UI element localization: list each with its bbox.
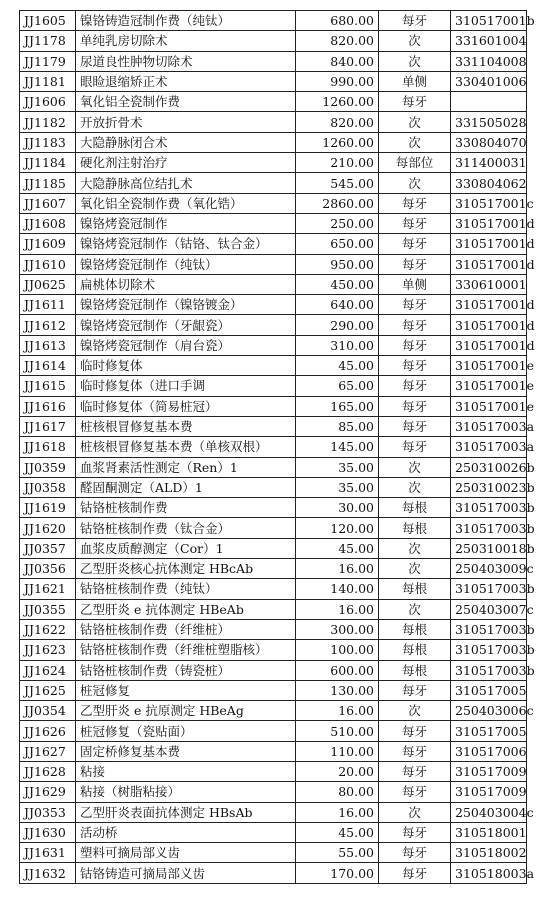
- table-row: [20, 457, 527, 477]
- item-name-cell: 大隐静脉闭合术: [76, 132, 296, 152]
- item-price-cell: 140.00: [296, 579, 379, 599]
- item-code-cell: JJ1626: [20, 721, 76, 741]
- item-name-cell: 单纯乳房切除术: [76, 31, 296, 51]
- item-reference-code-cell: 330804062: [451, 173, 527, 193]
- item-code-cell: JJ1613: [20, 335, 76, 355]
- item-code-cell: JJ1619: [20, 498, 76, 518]
- item-unit-cell: 次: [379, 173, 451, 193]
- item-code-cell: JJ1620: [20, 518, 76, 538]
- table-row: [20, 315, 527, 335]
- item-name-cell: 粘接（树脂粘接）: [76, 782, 296, 802]
- item-reference-code-cell: 310518001: [451, 822, 527, 842]
- table-row: [20, 193, 527, 213]
- item-code-cell: JJ1605: [20, 11, 76, 31]
- item-code-cell: JJ1611: [20, 295, 76, 315]
- item-name-cell: 临时修复体（进口手调: [76, 376, 296, 396]
- item-unit-cell: 每牙: [379, 315, 451, 335]
- item-code-cell: JJ1624: [20, 660, 76, 680]
- table-row: [20, 356, 527, 376]
- item-unit-cell: 每牙: [379, 822, 451, 842]
- item-price-cell: 990.00: [296, 71, 379, 91]
- table-row: [20, 477, 527, 497]
- table-row: [20, 660, 527, 680]
- item-unit-cell: 每牙: [379, 680, 451, 700]
- item-unit-cell: 次: [379, 112, 451, 132]
- table-row: [20, 498, 527, 518]
- item-price-cell: 300.00: [296, 619, 379, 639]
- item-reference-code-cell: 331505028: [451, 112, 527, 132]
- item-name-cell: 活动桥: [76, 822, 296, 842]
- item-price-cell: 210.00: [296, 153, 379, 173]
- item-unit-cell: 次: [379, 701, 451, 721]
- item-price-cell: 450.00: [296, 274, 379, 294]
- item-price-cell: 170.00: [296, 863, 379, 883]
- item-name-cell: 桩核根冒修复基本费: [76, 416, 296, 436]
- item-name-cell: 镍铬烤瓷冠制作（牙龈瓷）: [76, 315, 296, 335]
- item-name-cell: 氧化铝全瓷制作费: [76, 92, 296, 112]
- item-reference-code-cell: 250310026b: [451, 457, 527, 477]
- item-unit-cell: 每根: [379, 640, 451, 660]
- table-row: [20, 822, 527, 842]
- item-unit-cell: 每牙: [379, 193, 451, 213]
- item-reference-code-cell: 250310023b: [451, 477, 527, 497]
- item-price-cell: 680.00: [296, 11, 379, 31]
- item-code-cell: JJ1617: [20, 416, 76, 436]
- item-name-cell: 镍铬烤瓷冠制作（纯钛）: [76, 254, 296, 274]
- item-reference-code-cell: 310517003b: [451, 619, 527, 639]
- item-unit-cell: 次: [379, 132, 451, 152]
- item-price-cell: 85.00: [296, 416, 379, 436]
- item-price-cell: 2860.00: [296, 193, 379, 213]
- item-reference-code-cell: 310517003b: [451, 498, 527, 518]
- item-unit-cell: 每牙: [379, 416, 451, 436]
- item-unit-cell: 每牙: [379, 782, 451, 802]
- item-name-cell: 眼睑退缩矫正术: [76, 71, 296, 91]
- item-name-cell: 大隐静脉高位结扎术: [76, 173, 296, 193]
- item-unit-cell: 每牙: [379, 92, 451, 112]
- item-price-cell: 55.00: [296, 843, 379, 863]
- item-name-cell: 钴铬桩核制作费: [76, 498, 296, 518]
- item-name-cell: 醛固酮测定（ALD）1: [76, 477, 296, 497]
- table-row: [20, 112, 527, 132]
- item-name-cell: 镍铬烤瓷冠制作（肩台瓷）: [76, 335, 296, 355]
- item-reference-code-cell: 310517005: [451, 680, 527, 700]
- item-code-cell: JJ1623: [20, 640, 76, 660]
- table-row: [20, 437, 527, 457]
- item-code-cell: JJ1181: [20, 71, 76, 91]
- item-name-cell: 桩核根冒修复基本费（单核双根）: [76, 437, 296, 457]
- item-reference-code-cell: 310517001c: [451, 193, 527, 213]
- table-row: [20, 335, 527, 355]
- item-unit-cell: 每牙: [379, 721, 451, 741]
- item-reference-code-cell: 310517003b: [451, 660, 527, 680]
- item-unit-cell: 每牙: [379, 11, 451, 31]
- item-unit-cell: 每根: [379, 660, 451, 680]
- item-name-cell: 钴铬桩核制作费（钛合金）: [76, 518, 296, 538]
- table-row: [20, 559, 527, 579]
- item-unit-cell: 每牙: [379, 761, 451, 781]
- item-code-cell: JJ1185: [20, 173, 76, 193]
- item-code-cell: JJ1608: [20, 213, 76, 233]
- item-price-cell: 16.00: [296, 701, 379, 721]
- item-reference-code-cell: 310518003a: [451, 863, 527, 883]
- item-price-cell: 120.00: [296, 518, 379, 538]
- item-unit-cell: 单侧: [379, 71, 451, 91]
- item-unit-cell: 每牙: [379, 356, 451, 376]
- table-row: [20, 213, 527, 233]
- item-price-cell: 45.00: [296, 538, 379, 558]
- item-code-cell: JJ1631: [20, 843, 76, 863]
- item-reference-code-cell: 331601004: [451, 31, 527, 51]
- item-name-cell: 桩冠修复（瓷贴面）: [76, 721, 296, 741]
- table-row: [20, 843, 527, 863]
- item-name-cell: 临时修复体: [76, 356, 296, 376]
- item-code-cell: JJ1606: [20, 92, 76, 112]
- item-code-cell: JJ1609: [20, 234, 76, 254]
- table-row: [20, 92, 527, 112]
- table-row: [20, 802, 527, 822]
- item-price-cell: 20.00: [296, 761, 379, 781]
- item-price-cell: 250.00: [296, 213, 379, 233]
- item-code-cell: JJ1618: [20, 437, 76, 457]
- table-row: [20, 518, 527, 538]
- item-code-cell: JJ0356: [20, 559, 76, 579]
- item-name-cell: 尿道良性肿物切除术: [76, 51, 296, 71]
- item-reference-code-cell: 250403004c: [451, 802, 527, 822]
- table-row: [20, 396, 527, 416]
- item-code-cell: JJ1616: [20, 396, 76, 416]
- table-row: [20, 416, 527, 436]
- item-price-cell: 80.00: [296, 782, 379, 802]
- item-price-cell: 1260.00: [296, 92, 379, 112]
- item-reference-code-cell: 250310018b: [451, 538, 527, 558]
- table-row: [20, 153, 527, 173]
- item-reference-code-cell: 310517003b: [451, 640, 527, 660]
- item-price-cell: 545.00: [296, 173, 379, 193]
- item-price-cell: 130.00: [296, 680, 379, 700]
- item-code-cell: JJ1184: [20, 153, 76, 173]
- item-price-cell: 45.00: [296, 356, 379, 376]
- table-row: [20, 376, 527, 396]
- item-unit-cell: 每牙: [379, 254, 451, 274]
- fee-table: [19, 10, 535, 884]
- item-name-cell: 乙型肝炎核心抗体测定 HBcAb: [76, 559, 296, 579]
- table-row: [20, 680, 527, 700]
- table-row: [20, 721, 527, 741]
- item-price-cell: 600.00: [296, 660, 379, 680]
- item-unit-cell: 每根: [379, 579, 451, 599]
- item-reference-code-cell: 310517001d: [451, 295, 527, 315]
- table-row: [20, 640, 527, 660]
- table-row: [20, 173, 527, 193]
- item-price-cell: 16.00: [296, 802, 379, 822]
- item-unit-cell: 每牙: [379, 741, 451, 761]
- item-price-cell: 165.00: [296, 396, 379, 416]
- item-name-cell: 血浆肾素活性测定（Ren）1: [76, 457, 296, 477]
- item-reference-code-cell: 310517001d: [451, 315, 527, 335]
- item-code-cell: JJ0354: [20, 701, 76, 721]
- item-reference-code-cell: 250403006c: [451, 701, 527, 721]
- item-unit-cell: 每牙: [379, 437, 451, 457]
- table-row: [20, 782, 527, 802]
- item-unit-cell: 次: [379, 559, 451, 579]
- table-row: [20, 579, 527, 599]
- item-unit-cell: 次: [379, 599, 451, 619]
- item-name-cell: 临时修复体（简易桩冠）: [76, 396, 296, 416]
- item-reference-code-cell: 310517001d: [451, 213, 527, 233]
- item-name-cell: 镍铬烤瓷冠制作（镍铬镀金）: [76, 295, 296, 315]
- item-code-cell: JJ1627: [20, 741, 76, 761]
- item-unit-cell: 每牙: [379, 376, 451, 396]
- item-price-cell: 45.00: [296, 822, 379, 842]
- item-price-cell: 16.00: [296, 599, 379, 619]
- table-row: [20, 619, 527, 639]
- item-reference-code-cell: 310517001d: [451, 254, 527, 274]
- item-price-cell: 16.00: [296, 559, 379, 579]
- item-price-cell: 110.00: [296, 741, 379, 761]
- item-unit-cell: 每牙: [379, 396, 451, 416]
- table-row: [20, 863, 527, 883]
- item-price-cell: 650.00: [296, 234, 379, 254]
- item-price-cell: 100.00: [296, 640, 379, 660]
- item-name-cell: 镍铬烤瓷冠制作: [76, 213, 296, 233]
- item-price-cell: 65.00: [296, 376, 379, 396]
- item-name-cell: 乙型肝炎 e 抗原测定 HBeAg: [76, 701, 296, 721]
- item-code-cell: JJ1614: [20, 356, 76, 376]
- item-code-cell: JJ1615: [20, 376, 76, 396]
- item-unit-cell: 次: [379, 538, 451, 558]
- item-reference-code-cell: 310517001d: [451, 335, 527, 355]
- item-reference-code-cell: 310517001e: [451, 356, 527, 376]
- item-price-cell: 145.00: [296, 437, 379, 457]
- item-unit-cell: 每部位: [379, 153, 451, 173]
- item-code-cell: JJ1629: [20, 782, 76, 802]
- item-name-cell: 开放折骨术: [76, 112, 296, 132]
- table-row: [20, 599, 527, 619]
- item-reference-code-cell: 310517005: [451, 721, 527, 741]
- item-reference-code-cell: 310517001e: [451, 376, 527, 396]
- item-code-cell: JJ1182: [20, 112, 76, 132]
- item-price-cell: 640.00: [296, 295, 379, 315]
- item-reference-code-cell: 310517006: [451, 741, 527, 761]
- item-code-cell: JJ1632: [20, 863, 76, 883]
- item-code-cell: JJ1612: [20, 315, 76, 335]
- item-price-cell: 35.00: [296, 457, 379, 477]
- item-code-cell: JJ0359: [20, 457, 76, 477]
- table-row: [20, 761, 527, 781]
- table-row: [20, 701, 527, 721]
- item-reference-code-cell: 310517003a: [451, 437, 527, 457]
- item-name-cell: 氧化铝全瓷制作费（氧化锆）: [76, 193, 296, 213]
- item-reference-code-cell: 310517001b: [451, 11, 527, 31]
- table-row: [20, 254, 527, 274]
- item-name-cell: 钴铬桩核制作费（铸瓷桩）: [76, 660, 296, 680]
- item-name-cell: 粘接: [76, 761, 296, 781]
- item-code-cell: JJ1607: [20, 193, 76, 213]
- item-reference-code-cell: 331104008: [451, 51, 527, 71]
- item-reference-code-cell: 330610001: [451, 274, 527, 294]
- item-name-cell: 硬化剂注射治疗: [76, 153, 296, 173]
- item-unit-cell: 每牙: [379, 843, 451, 863]
- item-code-cell: JJ1621: [20, 579, 76, 599]
- table-row: [20, 132, 527, 152]
- item-price-cell: 30.00: [296, 498, 379, 518]
- fee-table-body: [20, 11, 535, 884]
- table-row: [20, 295, 527, 315]
- item-unit-cell: 每牙: [379, 295, 451, 315]
- item-code-cell: JJ0353: [20, 802, 76, 822]
- item-name-cell: 乙型肝炎 e 抗体测定 HBeAb: [76, 599, 296, 619]
- item-price-cell: 840.00: [296, 51, 379, 71]
- item-reference-code-cell: 250403007c: [451, 599, 527, 619]
- item-code-cell: JJ1630: [20, 822, 76, 842]
- item-reference-code-cell: 250403009c: [451, 559, 527, 579]
- item-price-cell: 820.00: [296, 31, 379, 51]
- item-unit-cell: 单侧: [379, 274, 451, 294]
- item-price-cell: 820.00: [296, 112, 379, 132]
- table-row: [20, 234, 527, 254]
- item-name-cell: 桩冠修复: [76, 680, 296, 700]
- item-unit-cell: 次: [379, 457, 451, 477]
- item-code-cell: JJ0625: [20, 274, 76, 294]
- item-unit-cell: 次: [379, 31, 451, 51]
- item-name-cell: 钴铬桩核制作费（纤维桩塑脂核）: [76, 640, 296, 660]
- item-unit-cell: 每根: [379, 518, 451, 538]
- item-code-cell: JJ1625: [20, 680, 76, 700]
- item-price-cell: 290.00: [296, 315, 379, 335]
- item-unit-cell: 次: [379, 51, 451, 71]
- item-unit-cell: 每牙: [379, 335, 451, 355]
- item-reference-code-cell: 310517003a: [451, 416, 527, 436]
- item-unit-cell: 每根: [379, 619, 451, 639]
- item-code-cell: JJ1178: [20, 31, 76, 51]
- item-unit-cell: 每牙: [379, 863, 451, 883]
- item-name-cell: 塑料可摘局部义齿: [76, 843, 296, 863]
- item-unit-cell: 次: [379, 802, 451, 822]
- item-name-cell: 镍铬铸造冠制作费（纯钛）: [76, 11, 296, 31]
- item-reference-code-cell: 330401006: [451, 71, 527, 91]
- item-price-cell: 1260.00: [296, 132, 379, 152]
- table-row: [20, 538, 527, 558]
- item-name-cell: 钴铬桩核制作费（纯钛）: [76, 579, 296, 599]
- item-unit-cell: 每牙: [379, 234, 451, 254]
- item-code-cell: JJ0355: [20, 599, 76, 619]
- item-code-cell: JJ1183: [20, 132, 76, 152]
- item-reference-code-cell: 330804070: [451, 132, 527, 152]
- item-reference-code-cell: 310517003b: [451, 579, 527, 599]
- item-code-cell: JJ0358: [20, 477, 76, 497]
- table-row: [20, 741, 527, 761]
- item-unit-cell: 每根: [379, 498, 451, 518]
- table-row: [20, 51, 527, 71]
- item-reference-code-cell: [451, 92, 527, 112]
- item-name-cell: 镍铬烤瓷冠制作（钴铬、钛合金）: [76, 234, 296, 254]
- item-reference-code-cell: 310517001d: [451, 234, 527, 254]
- item-name-cell: 扁桃体切除术: [76, 274, 296, 294]
- item-name-cell: 血浆皮质醇测定（Cor）1: [76, 538, 296, 558]
- item-unit-cell: 每牙: [379, 213, 451, 233]
- item-code-cell: JJ0357: [20, 538, 76, 558]
- item-reference-code-cell: 311400031: [451, 153, 527, 173]
- item-code-cell: JJ1628: [20, 761, 76, 781]
- table-row: [20, 274, 527, 294]
- item-price-cell: 510.00: [296, 721, 379, 741]
- item-reference-code-cell: 310517003b: [451, 518, 527, 538]
- fee-table-container: [19, 10, 535, 884]
- item-price-cell: 950.00: [296, 254, 379, 274]
- item-code-cell: JJ1179: [20, 51, 76, 71]
- item-name-cell: 乙型肝炎表面抗体测定 HBsAb: [76, 802, 296, 822]
- item-code-cell: JJ1610: [20, 254, 76, 274]
- table-row: [20, 31, 527, 51]
- item-name-cell: 固定桥修复基本费: [76, 741, 296, 761]
- item-price-cell: 35.00: [296, 477, 379, 497]
- item-code-cell: JJ1622: [20, 619, 76, 639]
- item-reference-code-cell: 310517009: [451, 761, 527, 781]
- table-row: [20, 11, 527, 31]
- item-reference-code-cell: 310518002: [451, 843, 527, 863]
- item-name-cell: 钴铬铸造可摘局部义齿: [76, 863, 296, 883]
- item-price-cell: 310.00: [296, 335, 379, 355]
- table-row: [20, 71, 527, 91]
- item-reference-code-cell: 310517001e: [451, 396, 527, 416]
- item-unit-cell: 次: [379, 477, 451, 497]
- item-name-cell: 钴铬桩核制作费（纤维桩）: [76, 619, 296, 639]
- item-reference-code-cell: 310517009: [451, 782, 527, 802]
